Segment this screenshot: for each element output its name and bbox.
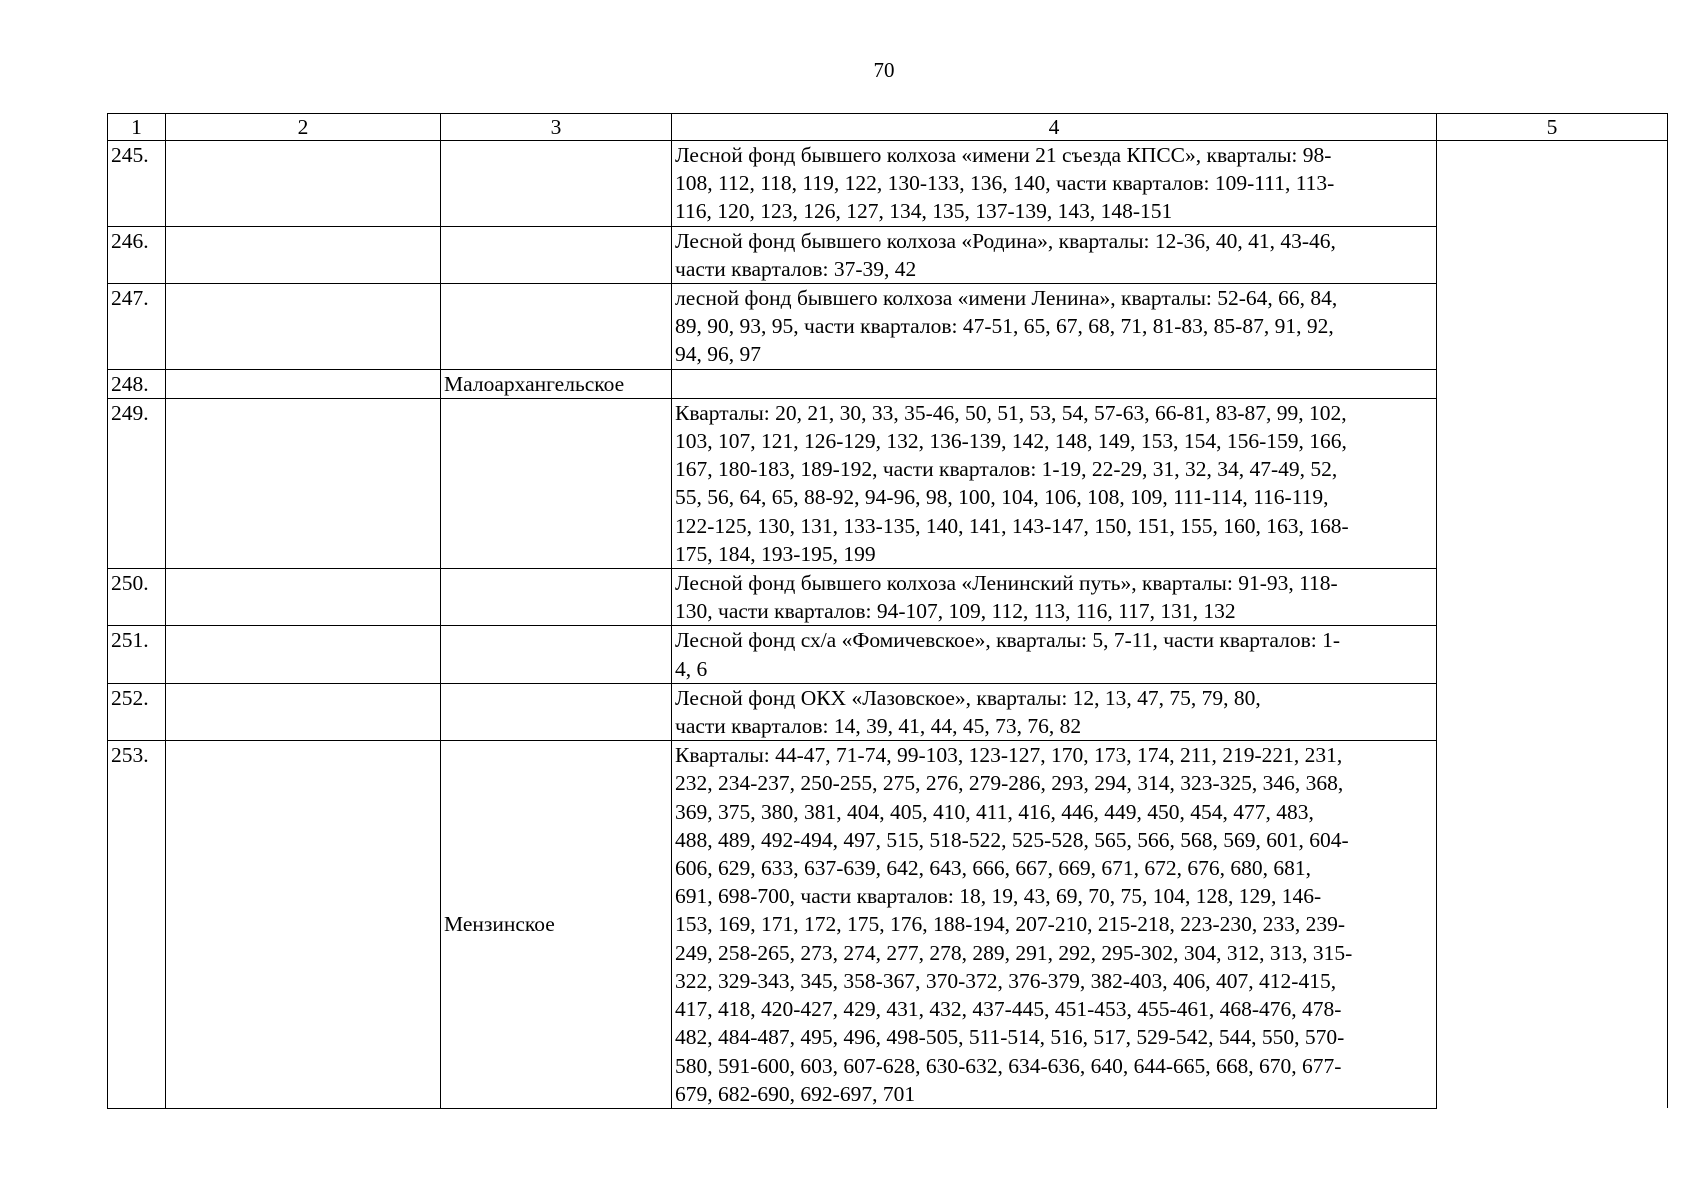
column-5-cell <box>1437 626 1668 683</box>
description-line: 167, 180-183, 189-192, части кварталов: 1-19, 22-29, 31, 32, 34, 47-49, 52, <box>675 457 1338 482</box>
description-line: 153, 169, 171, 172, 175, 176, 188-194, 207-210, 215-218, 223-230, 233, 239- <box>675 912 1346 937</box>
description-line: 369, 375, 380, 381, 404, 405, 410, 411, 416, 446, 449, 450, 454, 477, 483, <box>675 799 1314 824</box>
description-line: 249, 258-265, 273, 274, 277, 278, 289, 291, 292, 295-302, 304, 312, 313, 315- <box>675 940 1353 965</box>
settlement-cell: Мензинское <box>441 741 672 1109</box>
description-line: части кварталов: 37-39, 42 <box>675 256 917 281</box>
description-line: Лесной фонд бывшего колхоза «Родина», кварталы: 12-36, 40, 41, 43-46, <box>675 228 1336 253</box>
description-line: 4, 6 <box>675 656 708 681</box>
column-5-cell <box>1437 683 1668 740</box>
column-2-cell <box>166 398 441 568</box>
header-cell-2: 2 <box>166 114 441 141</box>
description-cell <box>672 626 1437 683</box>
column-5-cell <box>1437 569 1668 626</box>
description-line: Лесной фонд ОКХ «Лазовское», кварталы: 12, 13, 47, 75, 79, 80, <box>675 685 1261 710</box>
column-2-cell <box>166 683 441 740</box>
description-line: Лесной фонд сх/а «Фомичевское», кварталы: 5, 7-11, части кварталов: 1- <box>675 628 1340 653</box>
column-5-cell <box>1437 741 1668 1109</box>
column-2-cell <box>166 226 441 283</box>
settlement-cell <box>441 398 672 568</box>
table-row <box>108 369 1668 398</box>
description-cell <box>672 284 1437 370</box>
row-number-cell: 245. <box>108 141 166 227</box>
row-number-cell: 248. <box>108 369 166 398</box>
column-5-cell <box>1437 369 1668 398</box>
description-line: 606, 629, 633, 637-639, 642, 643, 666, 667, 669, 671, 672, 676, 680, 681, <box>675 856 1312 881</box>
description-line: 488, 489, 492-494, 497, 515, 518-522, 525-528, 565, 566, 568, 569, 601, 604- <box>675 827 1349 852</box>
column-2-cell <box>166 284 441 370</box>
description-line: лесной фонд бывшего колхоза «имени Ленина», кварталы: 52-64, 66, 84, <box>675 286 1338 311</box>
settlement-cell <box>441 226 672 283</box>
description-line: части кварталов: 14, 39, 41, 44, 45, 73, 76, 82 <box>675 714 1082 739</box>
row-number-cell: 249. <box>108 398 166 568</box>
table-row <box>108 626 1668 683</box>
column-5-cell <box>1437 284 1668 370</box>
description-line: 679, 682-690, 692-697, 701 <box>675 1081 916 1106</box>
description-line: 175, 184, 193-195, 199 <box>675 541 876 566</box>
description-line: 322, 329-343, 345, 358-367, 370-372, 376-379, 382-403, 406, 407, 412-415, <box>675 968 1337 993</box>
row-number-cell: 246. <box>108 226 166 283</box>
description-line: 55, 56, 64, 65, 88-92, 94-96, 98, 100, 104, 106, 108, 109, 111-114, 116-119, <box>675 485 1329 510</box>
row-number-cell: 247. <box>108 284 166 370</box>
description-line: Кварталы: 44-47, 71-74, 99-103, 123-127, 170, 173, 174, 211, 219-221, 231, <box>675 743 1343 768</box>
table-row <box>108 569 1668 626</box>
description-cell <box>672 683 1437 740</box>
description-cell <box>672 369 1437 398</box>
column-2-cell <box>166 741 441 1109</box>
row-number-cell: 250. <box>108 569 166 626</box>
column-2-cell <box>166 569 441 626</box>
header-cell-3: 3 <box>441 114 672 141</box>
table-row <box>108 226 1668 283</box>
column-5-cell <box>1437 226 1668 283</box>
table-row <box>108 141 1668 227</box>
description-cell <box>672 398 1437 568</box>
settlement-cell <box>441 569 672 626</box>
description-line: 89, 90, 93, 95, части кварталов: 47-51, 65, 67, 68, 71, 81-83, 85-87, 91, 92, <box>675 314 1334 339</box>
description-line: Лесной фонд бывшего колхоза «Ленинский путь», кварталы: 91-93, 118- <box>675 571 1338 596</box>
description-line: Лесной фонд бывшего колхоза «имени 21 съезда КПСС», кварталы: 98- <box>675 143 1332 167</box>
table-header-row <box>108 114 1668 141</box>
column-2-cell <box>166 141 441 227</box>
description-line: 103, 107, 121, 126-129, 132, 136-139, 142, 148, 149, 153, 154, 156-159, 166, <box>675 429 1347 454</box>
settlement-cell <box>441 141 672 227</box>
description-line: 122-125, 130, 131, 133-135, 140, 141, 143-147, 150, 151, 155, 160, 163, 168- <box>675 513 1349 538</box>
settlement-cell <box>441 683 672 740</box>
column-2-cell <box>166 626 441 683</box>
table-body <box>108 114 1668 1109</box>
row-number-cell: 253. <box>108 741 166 1109</box>
column-5-cell <box>1437 398 1668 568</box>
description-line: 130, части кварталов: 94-107, 109, 112, 113, 116, 117, 131, 132 <box>675 599 1236 624</box>
document-table <box>107 113 1668 1109</box>
description-line: 580, 591-600, 603, 607-628, 630-632, 634-636, 640, 644-665, 668, 670, 677- <box>675 1053 1342 1078</box>
description-cell <box>672 569 1437 626</box>
description-cell <box>672 741 1437 1109</box>
header-cell-4: 4 <box>672 114 1437 141</box>
page-number: 70 <box>873 58 895 82</box>
description-line: 691, 698-700, части кварталов: 18, 19, 43, 69, 70, 75, 104, 128, 129, 146- <box>675 884 1322 909</box>
description-line: Кварталы: 20, 21, 30, 33, 35-46, 50, 51, 53, 54, 57-63, 66-81, 83-87, 99, 102, <box>675 400 1347 425</box>
description-cell <box>672 141 1437 227</box>
table-row <box>108 398 1668 568</box>
settlement-cell: Малоархангельское <box>441 369 672 398</box>
column-5-cell <box>1437 141 1668 227</box>
description-cell <box>672 226 1437 283</box>
document-table-wrapper <box>107 113 1668 1109</box>
column-2-cell <box>166 369 441 398</box>
description-line: 482, 484-487, 495, 496, 498-505, 511-514, 516, 517, 529-542, 544, 550, 570- <box>675 1025 1345 1050</box>
table-row <box>108 741 1668 1109</box>
table-row <box>108 284 1668 370</box>
row-number-cell: 252. <box>108 683 166 740</box>
description-line: 417, 418, 420-427, 429, 431, 432, 437-445, 451-453, 455-461, 468-476, 478- <box>675 997 1342 1022</box>
description-line: 232, 234-237, 250-255, 275, 276, 279-286, 293, 294, 314, 323-325, 346, 368, <box>675 771 1344 796</box>
table-row <box>108 683 1668 740</box>
header-cell-1: 1 <box>108 114 166 141</box>
description-line: 94, 96, 97 <box>675 342 761 367</box>
settlement-cell <box>441 626 672 683</box>
settlement-cell <box>441 284 672 370</box>
row-number-cell: 251. <box>108 626 166 683</box>
description-line: 116, 120, 123, 126, 127, 134, 135, 137-139, 143, 148-151 <box>675 199 1173 224</box>
header-cell-5: 5 <box>1437 114 1668 141</box>
description-line: 108, 112, 118, 119, 122, 130-133, 136, 140, части кварталов: 109-111, 113- <box>675 171 1335 196</box>
